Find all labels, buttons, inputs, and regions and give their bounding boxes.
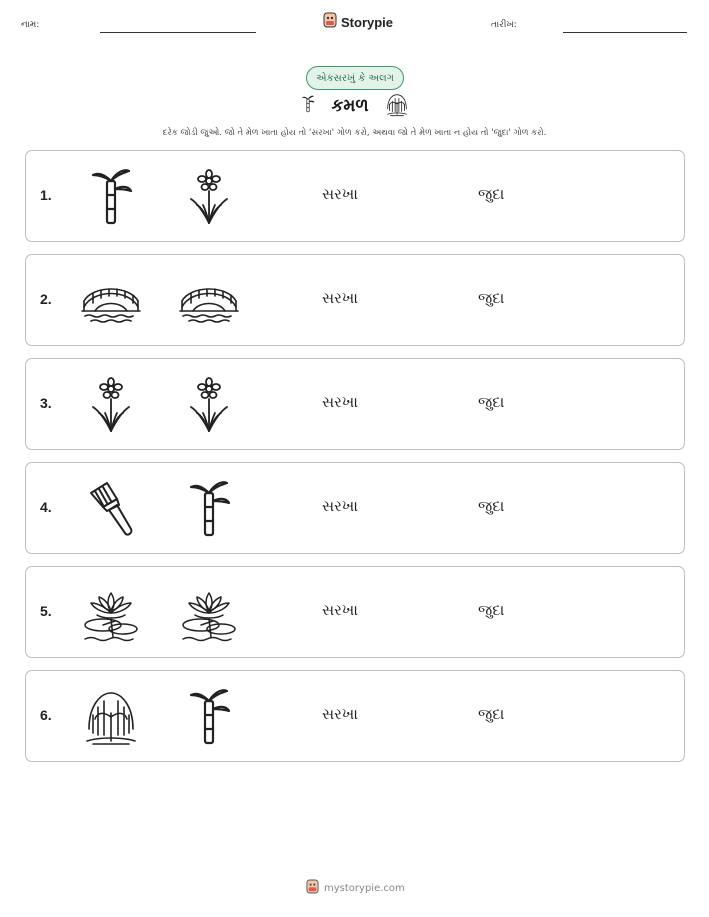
lotus-icon: [81, 583, 141, 643]
brand-name: Storypie: [341, 14, 394, 30]
daffodil-icon: [179, 375, 239, 435]
same-option[interactable]: સરખા: [322, 393, 358, 411]
name-label: નામ:: [21, 20, 40, 30]
bridge-icon: [179, 271, 239, 331]
different-option[interactable]: જુદા: [478, 601, 505, 619]
storypie-mascot-icon: [323, 12, 337, 32]
paintbrush-icon: [81, 479, 141, 539]
exercise-row-4: [25, 462, 685, 554]
title-row: [280, 90, 430, 122]
instructions: દરેક જોડી જુઓ. જો તે મેળ ખાતા હોય તો 'સરખા' ગોળ કરો, અથવા જો તે મેળ ખાતા ન હોય તો 'જુદા' ગોળ કરો.: [162, 128, 547, 138]
different-option[interactable]: જુદા: [478, 497, 505, 515]
same-option[interactable]: સરખા: [322, 705, 358, 723]
row-number: 4.: [40, 499, 52, 515]
footer-site[interactable]: mystorypie.com: [324, 882, 405, 894]
worksheet-header: [0, 0, 709, 40]
bamboo-icon: [81, 167, 141, 227]
exercise-row-5: [25, 566, 685, 658]
different-option[interactable]: જુદા: [478, 185, 505, 203]
row-number: 3.: [40, 395, 52, 411]
bamboo-icon: [299, 90, 317, 122]
row-number: 5.: [40, 603, 52, 619]
storypie-mascot-icon: [306, 879, 319, 898]
bamboo-icon: [179, 479, 239, 539]
same-option[interactable]: સરખા: [322, 185, 358, 203]
bridge-icon: [81, 271, 141, 331]
exercise-row-3: [25, 358, 685, 450]
footer: [306, 879, 405, 897]
row-number: 6.: [40, 707, 52, 723]
different-option[interactable]: જુદા: [478, 393, 505, 411]
different-option[interactable]: જુદા: [478, 289, 505, 307]
exercise-row-1: [25, 150, 685, 242]
same-option[interactable]: સરખા: [322, 289, 358, 307]
date-label: તારીખ:: [491, 20, 517, 30]
same-option[interactable]: સરખા: [322, 601, 358, 619]
row-number: 2.: [40, 291, 52, 307]
daffodil-icon: [179, 167, 239, 227]
different-option[interactable]: જુદા: [478, 705, 505, 723]
lotus-icon: [179, 583, 239, 643]
date-line: [563, 32, 687, 33]
exercise-row-6: [25, 670, 685, 762]
willow-tree-icon: [81, 687, 141, 747]
name-line: [100, 32, 256, 33]
daffodil-icon: [81, 375, 141, 435]
page-title: કમળ: [331, 96, 369, 116]
brand-logo: [323, 13, 393, 31]
exercise-row-2: [25, 254, 685, 346]
same-option[interactable]: સરખા: [322, 497, 358, 515]
willow-tree-icon: [383, 90, 411, 122]
category-badge: એકસરખું કે અલગ: [306, 66, 404, 90]
bamboo-icon: [179, 687, 239, 747]
row-number: 1.: [40, 187, 52, 203]
